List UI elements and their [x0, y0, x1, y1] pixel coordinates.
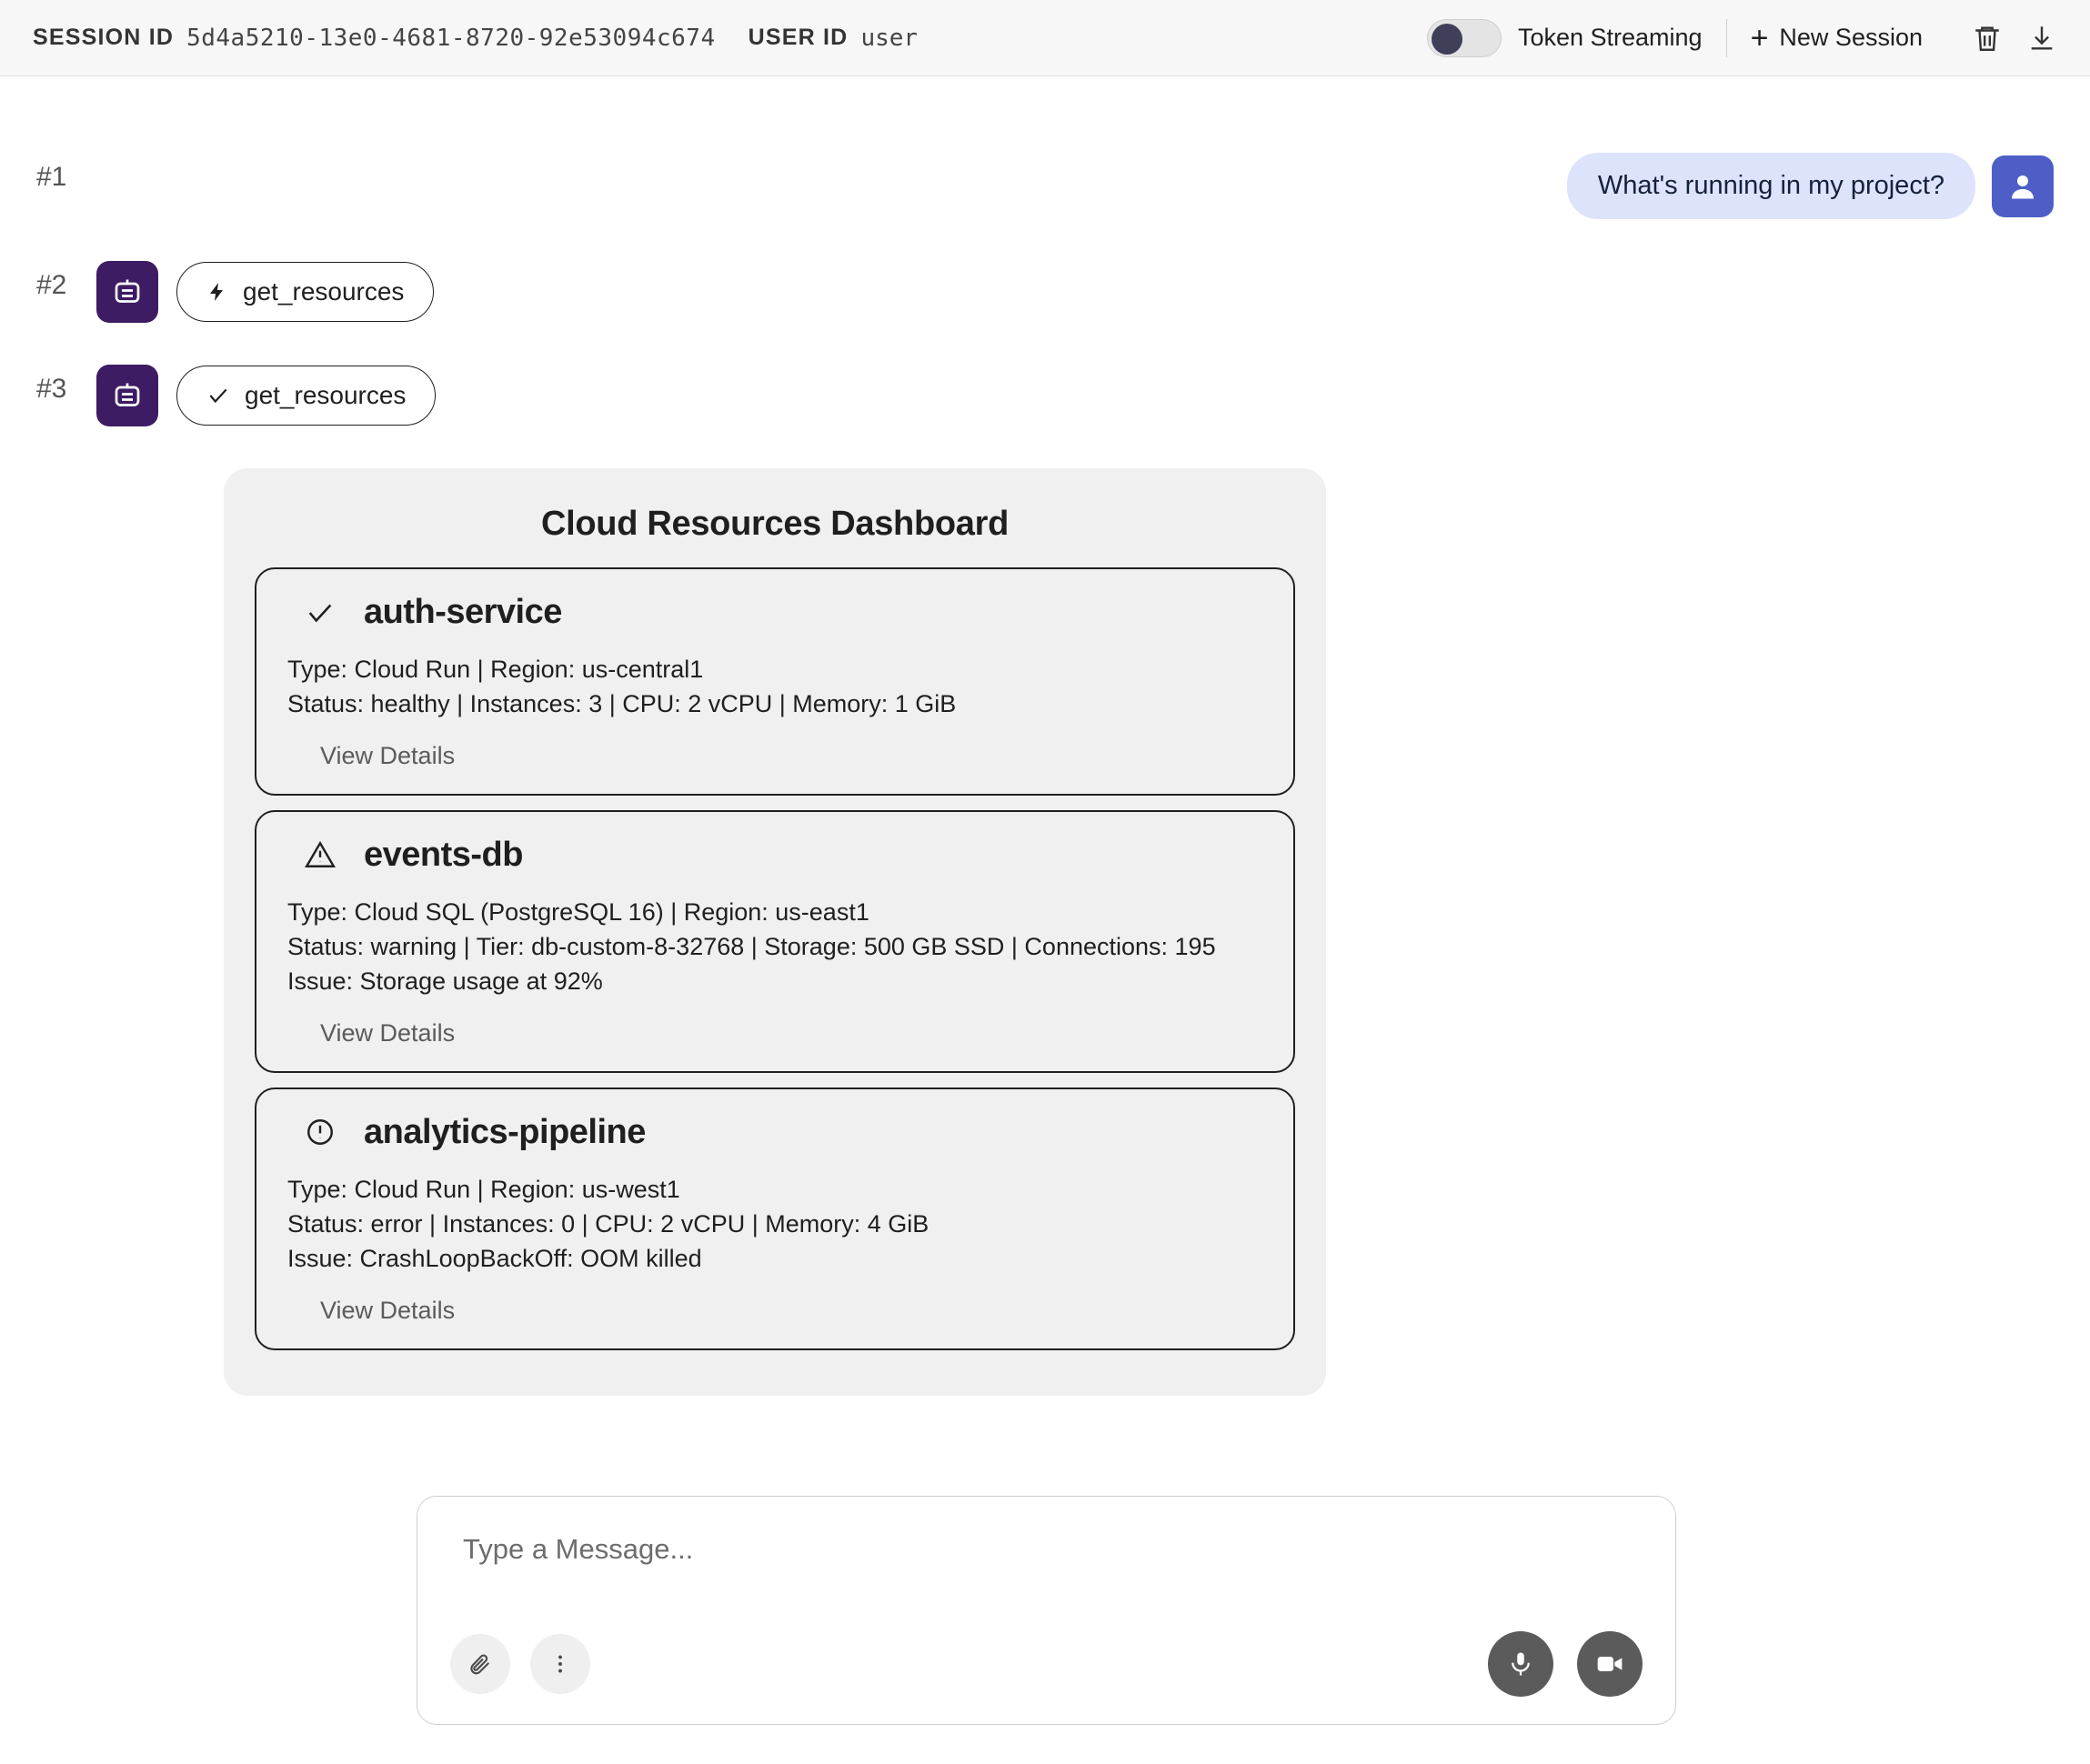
- video-camera-icon[interactable]: [1577, 1631, 1643, 1697]
- resource-detail-line: Status: error | Instances: 0 | CPU: 2 vCPU | Memory: 4 GiB: [287, 1209, 929, 1238]
- agent-message-row: [96, 261, 2054, 323]
- agent-avatar: [96, 365, 158, 426]
- warning-icon: [302, 837, 338, 873]
- resource-header: [287, 836, 1262, 875]
- resource-detail-line: Type: Cloud SQL (PostgreSQL 16) | Region: us-east1: [287, 897, 869, 926]
- trash-icon[interactable]: [1966, 17, 2008, 59]
- toggle-knob: [1432, 24, 1462, 55]
- composer-actions: [450, 1631, 1643, 1697]
- resource-card[interactable]: [255, 567, 1295, 796]
- agent-avatar: [96, 261, 158, 323]
- resource-detail-line: Issue: CrashLoopBackOff: OOM killed: [287, 1245, 702, 1273]
- resource-card[interactable]: [255, 1087, 1295, 1350]
- resource-detail-line: Status: warning | Tier: db-custom-8-32768 | Storage: 500 GB SSD | Connections: 195: [287, 932, 1216, 960]
- resource-detail-line: Issue: Storage usage at 92%: [287, 967, 603, 996]
- more-vertical-icon[interactable]: [530, 1634, 590, 1694]
- top-bar-actions: [1427, 17, 2063, 59]
- tool-call-chip[interactable]: [176, 262, 434, 322]
- user-avatar: [1992, 155, 2054, 217]
- view-details-link[interactable]: View Details: [320, 1296, 456, 1324]
- turn-index: #1: [36, 162, 67, 192]
- check-icon: [206, 384, 230, 407]
- plus-icon: +: [1750, 20, 1769, 55]
- conversation: [0, 76, 2090, 1396]
- turn-index: #2: [36, 270, 67, 300]
- top-bar: [0, 0, 2090, 76]
- user-message-bubble: What's running in my project?: [1567, 153, 1975, 219]
- message-input[interactable]: Type a Message...: [463, 1533, 694, 1565]
- new-session-label: New Session: [1779, 24, 1923, 51]
- user-id-value: user: [860, 24, 919, 52]
- resource-detail-line: Status: healthy | Instances: 3 | CPU: 2 vCPU | Memory: 1 GiB: [287, 690, 957, 718]
- resource-header: [287, 1113, 1262, 1152]
- session-id-value: 5d4a5210-13e0-4681-8720-92e53094c674: [186, 24, 716, 52]
- lightning-icon: [206, 278, 228, 306]
- microphone-icon[interactable]: [1488, 1631, 1553, 1697]
- resource-detail-line: Type: Cloud Run | Region: us-central1: [287, 656, 704, 683]
- view-details-link[interactable]: View Details: [320, 741, 456, 769]
- dashboard-title: Cloud Resources Dashboard: [540, 505, 1010, 543]
- resource-name: auth-service: [364, 593, 562, 631]
- cloud-resources-dashboard: [224, 468, 1326, 1396]
- view-details-link[interactable]: View Details: [320, 1018, 456, 1047]
- resource-detail-line: Type: Cloud Run | Region: us-west1: [287, 1175, 680, 1203]
- download-icon[interactable]: [2021, 17, 2063, 59]
- agent-message-row: [96, 365, 2054, 426]
- tool-response-chip[interactable]: [176, 366, 436, 426]
- toolbar-divider: [1726, 19, 1727, 57]
- paperclip-icon[interactable]: [450, 1634, 510, 1694]
- user-id-label: USER ID: [748, 25, 849, 50]
- conversation-turn-agent-response: [36, 365, 2054, 426]
- conversation-turn-agent-call: [36, 261, 2054, 323]
- user-message-row: [96, 153, 2054, 219]
- new-session-button[interactable]: [1750, 20, 1923, 55]
- resource-name: analytics-pipeline: [364, 1112, 646, 1151]
- tool-name: get_resources: [245, 381, 407, 409]
- turn-index: #3: [36, 374, 67, 404]
- token-streaming-label: Token Streaming: [1517, 24, 1703, 51]
- composer-media-actions: [1464, 1631, 1643, 1697]
- message-composer: [417, 1496, 1676, 1725]
- error-icon: [302, 1114, 338, 1150]
- tool-name: get_resources: [243, 277, 405, 306]
- resource-card[interactable]: [255, 810, 1295, 1073]
- session-id-label: SESSION ID: [33, 25, 175, 50]
- token-streaming-toggle[interactable]: [1427, 19, 1502, 57]
- resource-name: events-db: [364, 835, 523, 874]
- check-icon: [302, 595, 338, 631]
- conversation-turn-user: [36, 153, 2054, 219]
- resource-header: [287, 593, 1262, 632]
